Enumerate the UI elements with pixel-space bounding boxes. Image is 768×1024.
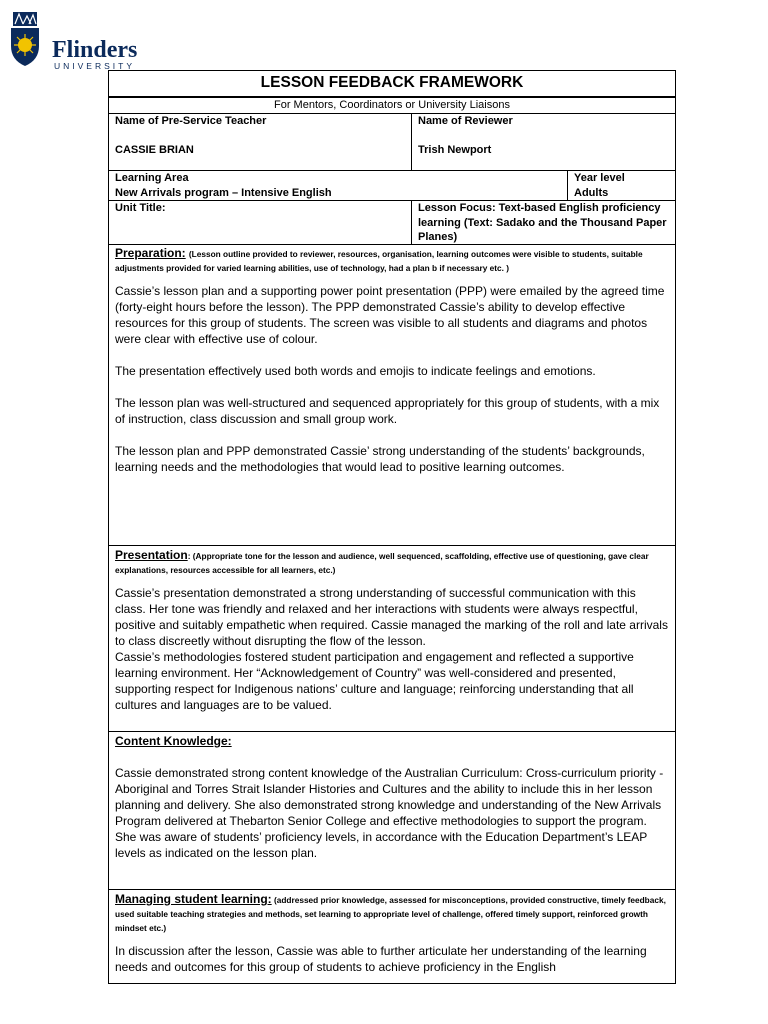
managing-learning-heading: Managing student learning:	[115, 892, 272, 906]
unit-title-cell	[109, 200, 411, 244]
names-row	[109, 113, 675, 171]
teacher-cell	[109, 113, 411, 170]
lesson-focus-cell	[411, 200, 675, 244]
managing-learning-section	[109, 890, 675, 983]
preparation-note: (Lesson outline provided to reviewer, resources, organisation, learning outcomes were visible to students, suitable adjustments provided for varied learning abilities, use of technology, had a plan b if necessary etc. )	[115, 249, 643, 273]
teacher-value: CASSIE BRIAN	[115, 143, 194, 156]
form-subtitle: For Mentors, Coordinators or University Liaisons	[274, 99, 510, 111]
preparation-paragraph: The lesson plan was well-structured and sequenced appropriately for this group of students, with a mix of instruction, class discussion and small group work.	[115, 396, 660, 426]
teacher-label: Name of Pre-Service Teacher	[115, 115, 267, 127]
flinders-logo	[10, 8, 140, 70]
unit-row	[109, 200, 675, 245]
preparation-paragraph: Cassie’s lesson plan and a supporting power point presentation (PPP) were emailed by the agreed time (forty-eight hours before the lesson). The PPP demonstrated Cassie’s ability to develop effective resources for this group of students. The screen was visible to all students and diagrams and photos were clear with effective use of colour.	[115, 284, 665, 346]
form-table	[108, 97, 676, 984]
preparation-heading: Preparation:	[115, 246, 186, 260]
content-knowledge-paragraph: Cassie demonstrated strong content knowledge of the Australian Curriculum: Cross-curriculum priority - Aboriginal and Torres Strait Islander Histories and Cultures and the ability to include this in her lesson planning and delivery. She also demonstrated strong knowledge and understanding of the New Arrivals Program delivered at Thebarton Senior College and effective methodologies to support the program. She was aware of students’ proficiency levels, in accordance with the Education Department’s LEAP levels as indicated on the lesson plan.	[115, 766, 664, 860]
preparation-paragraph: The lesson plan and PPP demonstrated Cassie’ strong understanding of the students’ backgrounds, learning needs and the methodologies that would lead to positive learning outcomes.	[115, 444, 645, 474]
presentation-paragraph: Cassie’s presentation demonstrated a strong understanding of successful communication with this class. Her tone was friendly and relaxed and her interactions with students were always respectful, positive and suitably empathetic when required. Cassie managed the marking of the roll and late arrivals to class discreetly without disrupting the flow of the lesson.	[115, 586, 668, 648]
presentation-paragraph: Cassie’s methodologies fostered student participation and engagement and reflected a supportive learning environment. Her “Acknowledgement of Country” was well-considered and presented, supporting respect for Indigenous nations’ culture and language; reinforcing understanding that all cultures and languages are to be valued.	[115, 650, 634, 712]
presentation-note: : (Appropriate tone for the lesson and audience, well sequenced, scaffolding, effective use of questioning, gave clear explanations, resources accessible for all learners, etc.)	[115, 551, 649, 575]
year-level-value: Adults	[574, 186, 609, 199]
lesson-focus-text: Lesson Focus: Text-based English proficiency learning (Text: Sadako and the Thousand Paper Planes)	[418, 202, 667, 243]
logo-wordmark: Flinders	[52, 37, 138, 63]
learning-area-value: New Arrivals program – Intensive English	[115, 186, 332, 199]
reviewer-value: Trish Newport	[418, 143, 492, 156]
managing-learning-note: (addressed prior knowledge, assessed for misconceptions, provided constructive, timely feedback, used suitable teaching strategies and methods, set learning to appropriate level of challenge, offered timely support, reinforced growth mindset etc.)	[115, 895, 666, 933]
university-crest-icon	[10, 10, 40, 68]
presentation-heading: Presentation	[115, 548, 188, 562]
reviewer-label: Name of Reviewer	[418, 115, 513, 127]
feedback-form	[108, 70, 677, 982]
learning-area-cell	[109, 170, 567, 200]
learning-area-label: Learning Area	[115, 172, 189, 184]
managing-learning-paragraph: In discussion after the lesson, Cassie was able to further articulate her understanding of the learning needs and outcomes for this group of students to achieve proficiency in the English	[115, 944, 647, 974]
year-level-cell	[567, 170, 675, 200]
form-title: LESSON FEEDBACK FRAMEWORK	[108, 70, 676, 97]
preparation-section	[109, 244, 675, 546]
logo-subtitle: UNIVERSITY	[54, 61, 136, 71]
learning-area-row	[109, 170, 675, 201]
unit-title-label: Unit Title:	[115, 202, 166, 214]
presentation-section	[109, 546, 675, 732]
subtitle-row	[109, 98, 675, 114]
year-level-label: Year level	[574, 172, 625, 184]
preparation-paragraph: The presentation effectively used both words and emojis to indicate feelings and emotions.	[115, 364, 596, 378]
content-knowledge-heading: Content Knowledge:	[115, 734, 232, 748]
reviewer-cell	[411, 113, 675, 170]
content-knowledge-section	[109, 732, 675, 890]
